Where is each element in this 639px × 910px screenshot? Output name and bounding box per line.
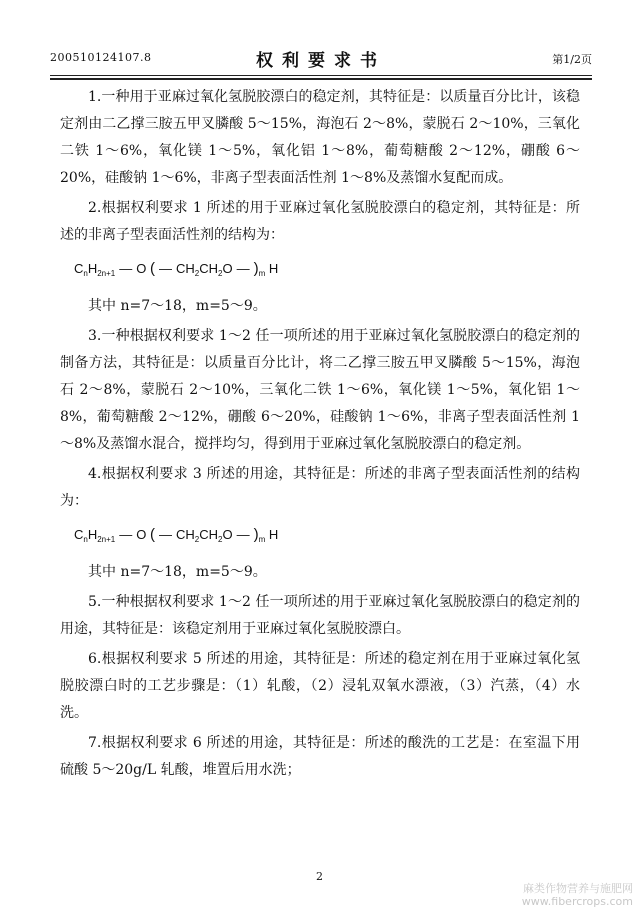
document-title: 权利要求书 <box>256 51 386 71</box>
claim-1: 1.一种用于亚麻过氧化氢脱胶漂白的稳定剂，其特征是：以质量百分比计，该稳定剂由二乙撑三胺五甲叉膦酸 5～15%，海泡石 2～8%，蒙脱石 2～10%，三氧化二铁 1～6%，氧化镁 1～5%，氧化铝 1～8%，葡萄糖酸 2～12%，硼酸 6～20%，硅酸钠 1～6%，非离子型表面活性剂 1～8%及蒸馏水复配而成。 <box>60 89 580 186</box>
page-number: 2 <box>316 870 323 883</box>
surfactant-formula-2: $C_nH_{2n+1}$ — O ( — $CH_2CH_2O$ — )$_m$ H <box>74 526 279 544</box>
claim-2-note: 其中 n=7～18，m=5～9。 <box>88 298 267 314</box>
claim-3: 3.一种根据权利要求 1～2 任一项所述的用于亚麻过氧化氢脱胶漂白的稳定剂的制备方法，其特征是：以质量百分比计，将二乙撑三胺五甲叉膦酸 5～15%，海泡石 2～8%，蒙脱石 2～10%，三氧化二铁 1～6%，氧化镁 1～5%，氧化铝 1～8%，葡萄糖酸 2～12%，硼酸 6～20%，硅酸钠 1～6%，非离子型表面活性剂 1～8%及蒸馏水混合，搅拌均匀，得到用于亚麻过氧化氢脱胶漂白的稳定剂。 <box>60 328 580 452</box>
surfactant-formula-1: $C_nH_{2n+1}$ — O ( — $CH_2CH_2O$ — )$_m$ H <box>74 260 279 278</box>
page-header <box>50 46 592 74</box>
watermark-url: www.fibercrops.com <box>521 895 633 908</box>
claim-4-note: 其中 n=7～18，m=5～9。 <box>88 564 267 580</box>
claim-7: 7.根据权利要求 6 所述的用途，其特征是：所述的酸洗的工艺是：在室温下用硫酸 5～20g/L 轧酸，堆置后用水洗； <box>60 735 580 778</box>
header-rule-thin <box>50 75 592 76</box>
claims-body <box>60 84 580 787</box>
claim-5: 5.一种根据权利要求 1～2 任一项所述的用于亚麻过氧化氢脱胶漂白的稳定剂的用途，其特征是：该稳定剂用于亚麻过氧化氢脱胶漂白。 <box>60 594 580 637</box>
claim-2: 2.根据权利要求 1 所述的用于亚麻过氧化氢脱胶漂白的稳定剂，其特征是：所述的非离子型表面活性剂的结构为： <box>60 200 580 243</box>
page-indicator: 第1/2页 <box>552 53 592 66</box>
claim-4: 4.根据权利要求 3 所述的用途，其特征是：所述的非离子型表面活性剂的结构为： <box>60 466 580 509</box>
application-number: 200510124107.8 <box>50 51 152 64</box>
header-rule-thick <box>50 78 592 80</box>
watermark-name: 麻类作物营养与施肥网 <box>523 882 633 895</box>
claim-6: 6.根据权利要求 5 所述的用途，其特征是：所述的稳定剂在用于亚麻过氧化氢脱胶漂白时的工艺步骤是：（1）轧酸，（2）浸轧双氧水漂液，（3）汽蒸，（4）水洗。 <box>60 651 580 721</box>
site-watermark <box>522 882 633 908</box>
